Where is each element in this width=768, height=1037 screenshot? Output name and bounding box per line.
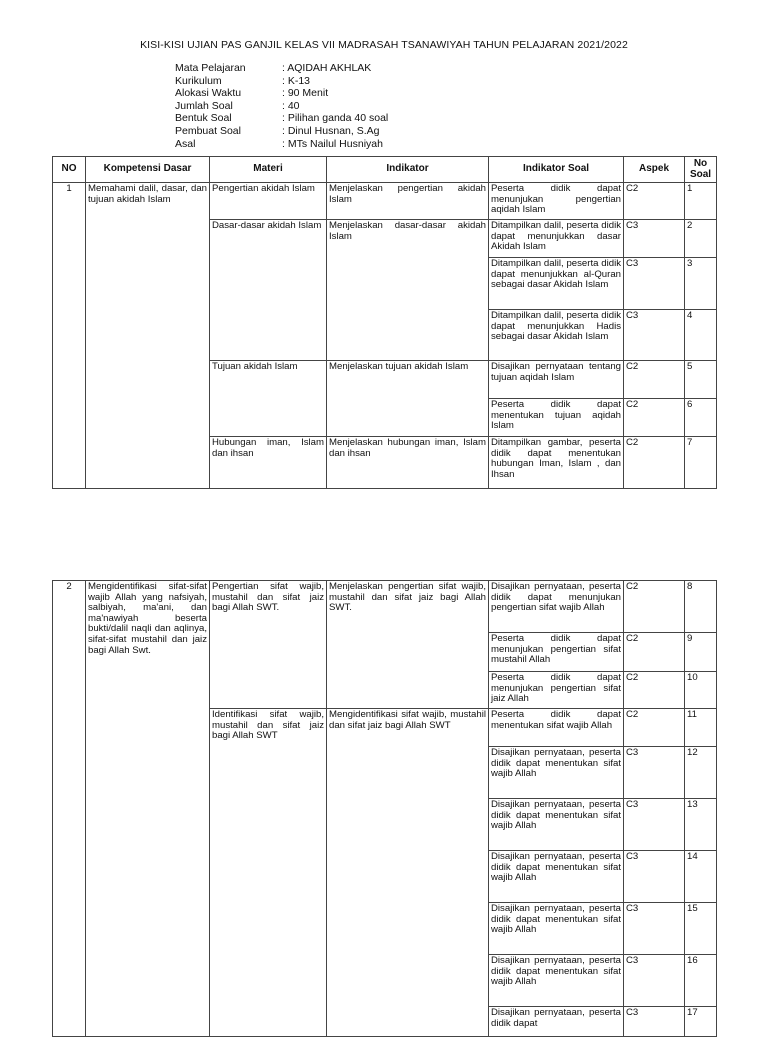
- header-indikator: Indikator: [327, 157, 489, 183]
- indikator-soal-cell: Disajikan pernyataan tentang tujuan aqidah Islam: [489, 361, 624, 399]
- meta-label: Mata Pelajaran: [175, 62, 246, 74]
- indikator-soal-cell: Disajikan pernyataan, peserta didik dapat menentukan sifat wajib Allah: [489, 747, 624, 799]
- meta-block: [175, 62, 388, 150]
- aspek-cell: C2: [624, 633, 685, 672]
- header-materi: Materi: [210, 157, 327, 183]
- aspek-cell: C2: [624, 399, 685, 437]
- materi-cell: Pengertian sifat wajib, mustahil dan sifat jaiz bagi Allah SWT.: [210, 581, 327, 709]
- indikator-soal-cell: Disajikan pernyataan, peserta didik dapat menentukan sifat wajib Allah: [489, 903, 624, 955]
- materi-cell: Tujuan akidah Islam: [210, 361, 327, 437]
- indikator-soal-cell: Disajikan pernyataan, peserta didik dapat menentukan sifat wajib Allah: [489, 851, 624, 903]
- indikator-soal-cell: Ditampilkan gambar, peserta didik dapat menentukan hubungan Iman, Islam , dan Ihsan: [489, 437, 624, 489]
- no-soal-cell: 7: [685, 437, 717, 489]
- kompetensi-dasar-cell: Memahami dalil, dasar, dan tujuan akidah Islam: [86, 183, 210, 489]
- aspek-cell: C2: [624, 581, 685, 633]
- meta-row-pembuat-soal: [175, 125, 388, 138]
- aspek-cell: C2: [624, 437, 685, 489]
- indikator-soal-cell: Disajikan pernyataan, peserta didik dapat: [489, 1007, 624, 1037]
- no-soal-cell: 1: [685, 183, 717, 220]
- header-aspek: Aspek: [624, 157, 685, 183]
- table-header-row: [53, 157, 717, 183]
- no-soal-cell: 6: [685, 399, 717, 437]
- meta-label: Bentuk Soal: [175, 112, 232, 125]
- no-soal-cell: 13: [685, 799, 717, 851]
- indikator-soal-cell: Ditampilkan dalil, peserta didik dapat menunjukkan al-Quran sebagai dasar Akidah Islam: [489, 258, 624, 310]
- meta-label: Kurikulum: [175, 74, 222, 87]
- meta-label: Alokasi Waktu: [175, 87, 242, 100]
- indikator-cell: Menjelaskan tujuan akidah Islam: [327, 361, 489, 437]
- aspek-cell: C2: [624, 672, 685, 709]
- indikator-soal-cell: Ditampilkan dalil, peserta didik dapat menunjukkan Hadis sebagai dasar Akidah Islam: [489, 310, 624, 361]
- no-soal-cell: 16: [685, 955, 717, 1007]
- kisi-kisi-table-page-2: [52, 580, 717, 1037]
- meta-value: : 40: [282, 99, 300, 112]
- aspek-cell: C3: [624, 1007, 685, 1037]
- row-number: 1: [53, 183, 86, 489]
- meta-value: : AQIDAH AKHLAK: [282, 62, 372, 74]
- no-soal-cell: 9: [685, 633, 717, 672]
- no-soal-cell: 14: [685, 851, 717, 903]
- no-soal-cell: 3: [685, 258, 717, 310]
- meta-row-bentuk-soal: [175, 112, 388, 125]
- meta-row-kurikulum: [175, 75, 388, 88]
- meta-row-alokasi-waktu: [175, 87, 388, 100]
- materi-cell: Hubungan iman, Islam dan ihsan: [210, 437, 327, 489]
- header-indikator-soal: Indikator Soal: [489, 157, 624, 183]
- aspek-cell: C3: [624, 258, 685, 310]
- indikator-soal-cell: Peserta didik dapat menunjukan pengertian sifat mustahil Allah: [489, 633, 624, 672]
- indikator-soal-cell: Disajikan pernyataan, peserta didik dapat menentukan sifat wajib Allah: [489, 799, 624, 851]
- kompetensi-dasar-cell: Mengidentifikasi sifat-sifat wajib Allah yang nafsiyah, salbiyah, ma'ani, dan ma'nawiyah beserta bukti/dalil naqli dan aqlinya, sifat-sifat mustahil dan jaiz bagi Allah Swt.: [86, 581, 210, 1037]
- materi-cell: Pengertian akidah Islam: [210, 183, 327, 220]
- indikator-soal-cell: Ditampilkan dalil, peserta didik dapat menunjukkan dasar Akidah Islam: [489, 220, 624, 258]
- meta-value: : Pilihan ganda 40 soal: [282, 112, 389, 125]
- header-no: NO: [53, 157, 86, 183]
- indikator-soal-cell: Peserta didik dapat menentukan sifat wajib Allah: [489, 709, 624, 747]
- meta-label: Pembuat Soal: [175, 124, 241, 137]
- no-soal-cell: 2: [685, 220, 717, 258]
- indikator-cell: Menjelaskan hubungan iman, Islam dan ihsan: [327, 437, 489, 489]
- meta-label: Asal: [175, 137, 196, 150]
- meta-value: : MTs Nailul Husniyah: [282, 137, 383, 150]
- indikator-soal-cell: Peserta didik dapat menunjukan pengertian sifat jaiz Allah: [489, 672, 624, 709]
- aspek-cell: C3: [624, 747, 685, 799]
- aspek-cell: C3: [624, 955, 685, 1007]
- aspek-cell: C2: [624, 361, 685, 399]
- aspek-cell: C2: [624, 709, 685, 747]
- table-row: [53, 183, 717, 220]
- indikator-soal-cell: Disajikan pernyataan, peserta didik dapat menunjukan pengertian sifat wajib Allah: [489, 581, 624, 633]
- meta-value: : 90 Menit: [282, 87, 329, 100]
- no-soal-cell: 10: [685, 672, 717, 709]
- no-soal-cell: 11: [685, 709, 717, 747]
- table-row: [53, 581, 717, 633]
- meta-label: Jumlah Soal: [175, 99, 233, 112]
- aspek-cell: C2: [624, 183, 685, 220]
- aspek-cell: C3: [624, 220, 685, 258]
- header-no-soal: No Soal: [685, 157, 717, 183]
- row-number: 2: [53, 581, 86, 1037]
- indikator-soal-cell: Disajikan pernyataan, peserta didik dapat menentukan sifat wajib Allah: [489, 955, 624, 1007]
- indikator-cell: Menjelaskan pengertian sifat wajib, mustahil dan sifat jaiz bagi Allah SWT.: [327, 581, 489, 709]
- materi-cell: Dasar-dasar akidah Islam: [210, 220, 327, 361]
- no-soal-cell: 15: [685, 903, 717, 955]
- kisi-kisi-table-page-1: [52, 156, 717, 489]
- meta-value: : Dinul Husnan, S.Ag: [282, 124, 380, 137]
- indikator-cell: Mengidentifikasi sifat wajib, mustahil dan sifat jaiz bagi Allah SWT: [327, 709, 489, 1037]
- meta-value: : K-13: [282, 74, 311, 87]
- indikator-soal-cell: Peserta didik dapat menunjukan pengertian aqidah Islam: [489, 183, 624, 220]
- meta-row-mata-pelajaran: [175, 62, 388, 75]
- indikator-cell: Menjelaskan dasar-dasar akidah Islam: [327, 220, 489, 361]
- aspek-cell: C3: [624, 903, 685, 955]
- no-soal-cell: 17: [685, 1007, 717, 1037]
- no-soal-cell: 5: [685, 361, 717, 399]
- no-soal-cell: 8: [685, 581, 717, 633]
- meta-row-jumlah-soal: [175, 100, 388, 113]
- aspek-cell: C3: [624, 310, 685, 361]
- indikator-soal-cell: Peserta didik dapat menentukan tujuan aqidah Islam: [489, 399, 624, 437]
- no-soal-cell: 4: [685, 310, 717, 361]
- aspek-cell: C3: [624, 799, 685, 851]
- no-soal-cell: 12: [685, 747, 717, 799]
- indikator-cell: Menjelaskan pengertian akidah Islam: [327, 183, 489, 220]
- materi-cell: Identifikasi sifat wajib, mustahil dan sifat jaiz bagi Allah SWT: [210, 709, 327, 1037]
- aspek-cell: C3: [624, 851, 685, 903]
- header-kompetensi-dasar: Kompetensi Dasar: [86, 157, 210, 183]
- meta-row-asal: [175, 138, 388, 151]
- document-title: KISI-KISI UJIAN PAS GANJIL KELAS VII MADRASAH TSANAWIYAH TAHUN PELAJARAN 2021/2022: [140, 39, 628, 51]
